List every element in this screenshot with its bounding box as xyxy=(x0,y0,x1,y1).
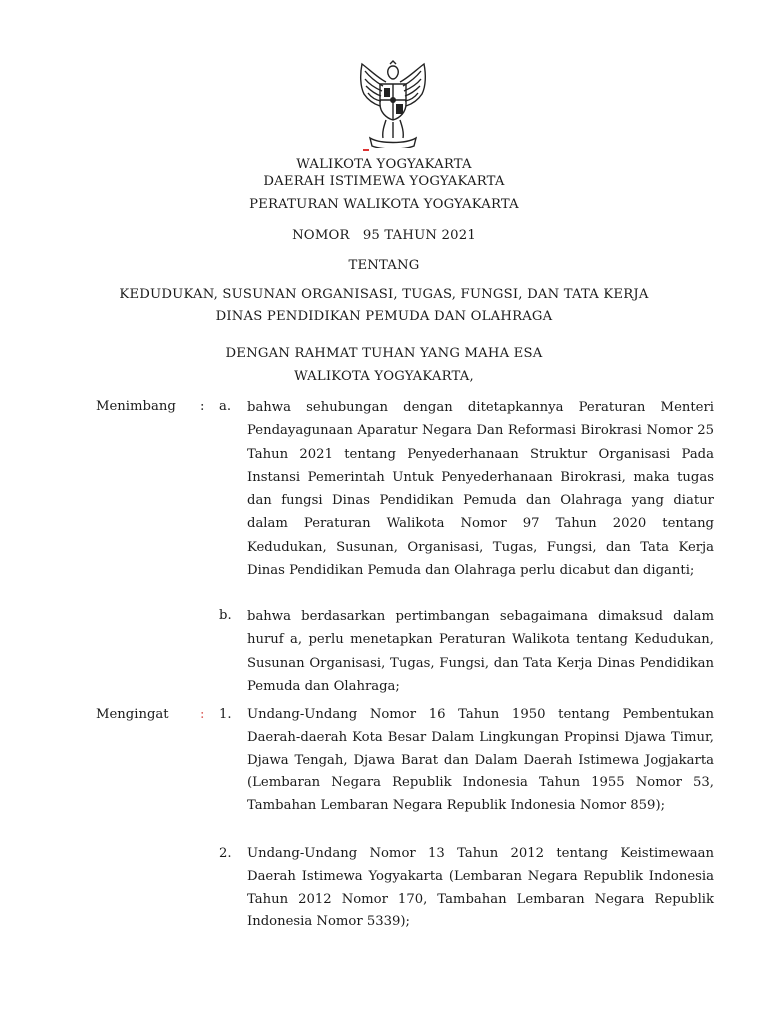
issuer-title-line2: DAERAH ISTIMEWA YOGYAKARTA xyxy=(263,174,505,189)
garuda-emblem-icon xyxy=(352,60,434,148)
mengingat-marker-1: 1. xyxy=(219,707,232,722)
mengingat-item-1: Undang-Undang Nomor 16 Tahun 1950 tentang Pembentukan Daerah-daerah Kota Besar Dalam Lingkungan Propinsi Djawa Timur, Djawa Tengah, Djawa Barat dan Dalam Daerah Istimewa Jogjakarta (Lembaran Negara Republik Indonesia Tahun 1955 Nomor 53, Tambahan Lembaran Negara Republik Indonesia Nomor 859); xyxy=(247,707,714,814)
red-mark xyxy=(363,149,369,151)
menimbang-marker-b: b. xyxy=(219,608,232,623)
mengingat-marker-2: 2. xyxy=(219,846,232,861)
regulation-number: NOMOR 95 TAHUN 2021 xyxy=(292,228,476,243)
mengingat-label: Mengingat xyxy=(96,707,169,722)
mengingat-item-2: Undang-Undang Nomor 13 Tahun 2012 tentang Keistimewaan Daerah Istimewa Yogyakarta (Lembaran Negara Republik Indonesia Tahun 2012 Nomor 170, Tambahan Lembaran Negara Republik Indonesia Nomor 5339); xyxy=(247,846,714,930)
subject-line1: KEDUDUKAN, SUSUNAN ORGANISASI, TUGAS, FUNGSI, DAN TATA KERJA xyxy=(119,287,649,302)
menimbang-label: Menimbang xyxy=(96,399,176,414)
issuer-line: WALIKOTA YOGYAKARTA, xyxy=(294,369,474,384)
issuer-title-line1: WALIKOTA YOGYAKARTA xyxy=(296,157,472,172)
regulation-title: PERATURAN WALIKOTA YOGYAKARTA xyxy=(249,197,519,212)
subject-line2: DINAS PENDIDIKAN PEMUDA DAN OLAHRAGA xyxy=(215,309,553,324)
menimbang-item-b: bahwa berdasarkan pertimbangan sebagaimana dimaksud dalam huruf a, perlu menetapkan Peraturan Walikota tentang Kedudukan, Susunan Organisasi, Tugas, Fungsi, dan Tata Kerja Dinas Pendidikan Pemuda dan Olahraga; xyxy=(247,609,714,694)
blessing-line: DENGAN RAHMAT TUHAN YANG MAHA ESA xyxy=(225,346,543,361)
menimbang-marker-a: a. xyxy=(219,399,232,414)
menimbang-colon: : xyxy=(200,399,205,414)
about-label: TENTANG xyxy=(348,258,420,273)
menimbang-item-a: bahwa sehubungan dengan ditetapkannya Peraturan Menteri Pendayagunaan Aparatur Negara Dan Reformasi Birokrasi Nomor 25 Tahun 2021 tentang Penyederhanaan Struktur Organisasi Pada Instansi Pemerintah Untuk Penyederhanaan Birokrasi, maka tugas dan fungsi Dinas Pendidikan Pemuda dan Olahraga yang diatur dalam Peraturan Walikota Nomor 97 Tahun 2020 tentang Kedudukan, Susunan, Organisasi, Tugas, Fungsi, dan Tata Kerja Dinas Pendidikan Pemuda dan Olahraga perlu dicabut dan diganti; xyxy=(247,400,714,579)
mengingat-colon: : xyxy=(200,707,205,722)
